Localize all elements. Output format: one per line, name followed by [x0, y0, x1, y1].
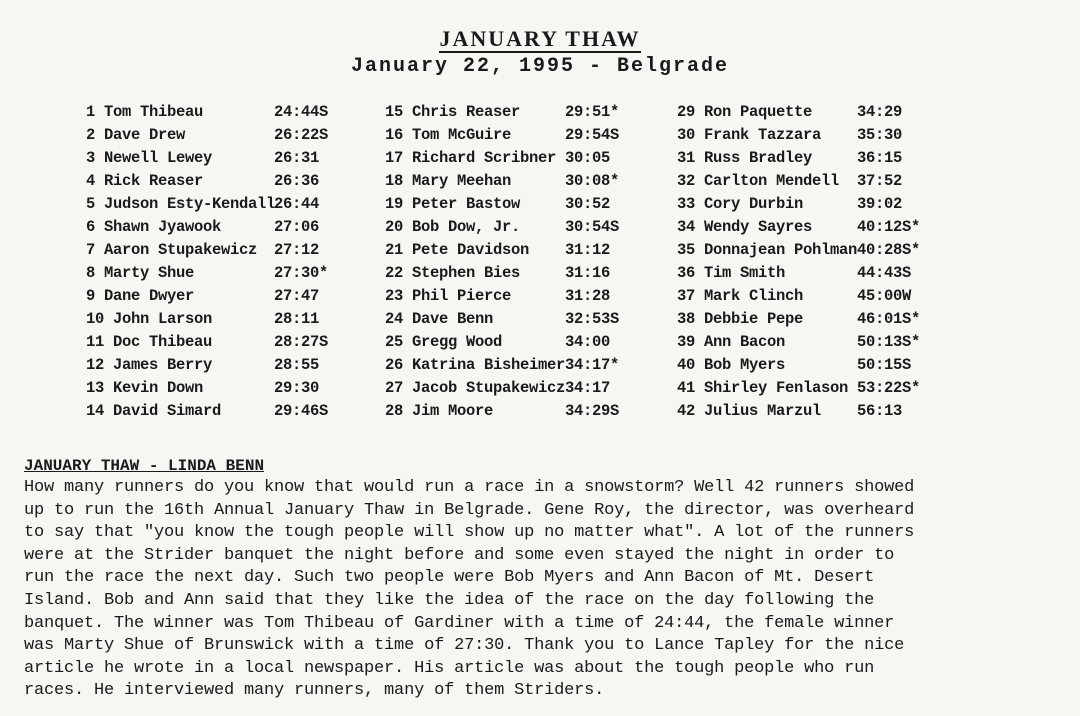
runner-time: 32:53S [565, 310, 620, 328]
runner-place-name: 30 Frank Tazzara [677, 126, 822, 144]
runner-place-name: 4 Rick Reaser [86, 172, 204, 190]
result-row [677, 262, 997, 285]
article-title: JANUARY THAW - LINDA BENN [24, 457, 265, 475]
runner-place-name: 22 Stephen Bies [385, 264, 521, 282]
result-row [677, 285, 997, 308]
runner-place-name: 35 Donnajean Pohlman [677, 241, 858, 259]
runner-time: 40:12S* [857, 218, 921, 236]
runner-place-name: 34 Wendy Sayres [677, 218, 813, 236]
runner-place-name: 2 Dave Drew [86, 126, 186, 144]
result-row [677, 400, 997, 423]
result-row [86, 124, 406, 147]
result-row [385, 193, 705, 216]
result-row [86, 400, 406, 423]
runner-time: 31:12 [565, 241, 611, 259]
result-row [86, 331, 406, 354]
runner-place-name: 7 Aaron Stupakewicz [86, 241, 258, 259]
runner-time: 45:00W [857, 287, 912, 305]
runner-time: 26:31 [274, 149, 320, 167]
runner-time: 28:11 [274, 310, 320, 328]
runner-time: 30:05 [565, 149, 611, 167]
runner-place-name: 28 Jim Moore [385, 402, 494, 420]
runner-place-name: 40 Bob Myers [677, 356, 786, 374]
runner-place-name: 24 Dave Benn [385, 310, 494, 328]
result-row [385, 101, 705, 124]
result-row [385, 124, 705, 147]
article [24, 455, 1069, 703]
runner-time: 34:17* [565, 356, 620, 374]
result-row [385, 216, 705, 239]
runner-place-name: 6 Shawn Jyawook [86, 218, 222, 236]
runner-place-name: 9 Dane Dwyer [86, 287, 195, 305]
result-row [86, 193, 406, 216]
runner-time: 34:17 [565, 379, 611, 397]
runner-place-name: 13 Kevin Down [86, 379, 204, 397]
runner-time: 26:44 [274, 195, 320, 213]
result-row [86, 216, 406, 239]
result-row [385, 170, 705, 193]
runner-place-name: 15 Chris Reaser [385, 103, 521, 121]
runner-time: 27:12 [274, 241, 320, 259]
runner-place-name: 8 Marty Shue [86, 264, 195, 282]
result-row [86, 262, 406, 285]
runner-place-name: 1 Tom Thibeau [86, 103, 204, 121]
result-row [677, 308, 997, 331]
result-row [86, 354, 406, 377]
runner-time: 28:27S [274, 333, 329, 351]
results-column-2 [385, 101, 705, 423]
result-row [86, 377, 406, 400]
runner-place-name: 25 Gregg Wood [385, 333, 503, 351]
result-row [677, 216, 997, 239]
runner-place-name: 31 Russ Bradley [677, 149, 813, 167]
runner-time: 40:28S* [857, 241, 921, 259]
results-column-3 [677, 101, 997, 423]
runner-place-name: 16 Tom McGuire [385, 126, 512, 144]
result-row [677, 354, 997, 377]
result-row [677, 147, 997, 170]
result-row [86, 239, 406, 262]
runner-time: 31:16 [565, 264, 611, 282]
runner-place-name: 19 Peter Bastow [385, 195, 521, 213]
runner-place-name: 3 Newell Lewey [86, 149, 213, 167]
result-row [385, 377, 705, 400]
result-row [86, 285, 406, 308]
runner-time: 28:55 [274, 356, 320, 374]
runner-place-name: 20 Bob Dow, Jr. [385, 218, 521, 236]
runner-time: 29:51* [565, 103, 620, 121]
runner-time: 46:01S* [857, 310, 921, 328]
page-subtitle: January 22, 1995 - Belgrade [350, 55, 730, 78]
runner-place-name: 17 Richard Scribner [385, 149, 557, 167]
result-row [86, 170, 406, 193]
article-body: How many runners do you know that would run a race in a snowstorm? Well 42 runners showed up to run the 16th Annual January Thaw in Belgrade. Gene Roy, the director, was overheard to say that "you know the tough people will show up no matter what". A lot of the runners were at the Strider banquet the night before and some even stayed the night in order to run the race the next day. Such two people were Bob Myers and Ann Bacon of Mt. Desert Island. Bob and Ann said that they like the idea of the race on the day following the banquet. The winner was Tom Thibeau of Gardiner with a time of 24:44, the female winner was Marty Shue of Brunswick with a time of 27:30. Thank you to Lance Tapley for the nice article he wrote in a local newspaper. His article was about the tough people who run races. He interviewed many runners, many of them Striders. [24, 478, 915, 701]
result-row [385, 239, 705, 262]
runner-time: 30:54S [565, 218, 620, 236]
results-column-1 [86, 101, 406, 423]
page-title: JANUARY THAW [439, 26, 641, 51]
runner-place-name: 39 Ann Bacon [677, 333, 786, 351]
runner-time: 29:30 [274, 379, 320, 397]
runner-time: 26:36 [274, 172, 320, 190]
runner-place-name: 26 Katrina Bisheimer [385, 356, 566, 374]
runner-time: 26:22S [274, 126, 329, 144]
result-row [86, 147, 406, 170]
runner-time: 35:30 [857, 126, 903, 144]
result-row [677, 377, 997, 400]
runner-time: 34:29S [565, 402, 620, 420]
runner-place-name: 36 Tim Smith [677, 264, 786, 282]
result-row [86, 101, 406, 124]
runner-place-name: 12 James Berry [86, 356, 213, 374]
runner-place-name: 10 John Larson [86, 310, 213, 328]
runner-place-name: 41 Shirley Fenlason [677, 379, 849, 397]
runner-time: 27:06 [274, 218, 320, 236]
runner-place-name: 33 Cory Durbin [677, 195, 804, 213]
result-row [385, 147, 705, 170]
runner-time: 39:02 [857, 195, 903, 213]
result-row [677, 331, 997, 354]
runner-time: 37:52 [857, 172, 903, 190]
result-row [86, 308, 406, 331]
runner-time: 30:52 [565, 195, 611, 213]
result-row [385, 262, 705, 285]
result-row [385, 354, 705, 377]
result-row [677, 170, 997, 193]
result-row [677, 239, 997, 262]
runner-time: 29:54S [565, 126, 620, 144]
result-row [385, 331, 705, 354]
page-header [0, 28, 1080, 78]
runner-time: 27:47 [274, 287, 320, 305]
runner-place-name: 23 Phil Pierce [385, 287, 512, 305]
runner-time: 36:15 [857, 149, 903, 167]
runner-place-name: 27 Jacob Stupakewicz [385, 379, 566, 397]
runner-time: 30:08* [565, 172, 620, 190]
runner-place-name: 32 Carlton Mendell [677, 172, 840, 190]
runner-time: 27:30* [274, 264, 329, 282]
runner-place-name: 38 Debbie Pepe [677, 310, 804, 328]
runner-place-name: 18 Mary Meehan [385, 172, 512, 190]
runner-time: 50:15S [857, 356, 912, 374]
runner-time: 53:22S* [857, 379, 921, 397]
result-row [677, 124, 997, 147]
runner-place-name: 11 Doc Thibeau [86, 333, 213, 351]
runner-place-name: 5 Judson Esty-Kendall [86, 195, 276, 213]
runner-time: 24:44S [274, 103, 329, 121]
result-row [385, 308, 705, 331]
runner-time: 34:29 [857, 103, 903, 121]
runner-time: 50:13S* [857, 333, 921, 351]
runner-place-name: 42 Julius Marzul [677, 402, 822, 420]
result-row [677, 193, 997, 216]
runner-time: 34:00 [565, 333, 611, 351]
runner-time: 31:28 [565, 287, 611, 305]
runner-place-name: 14 David Simard [86, 402, 222, 420]
runner-place-name: 29 Ron Paquette [677, 103, 813, 121]
runner-time: 44:43S [857, 264, 912, 282]
result-row [385, 285, 705, 308]
runner-place-name: 37 Mark Clinch [677, 287, 804, 305]
runner-time: 56:13 [857, 402, 903, 420]
result-row [677, 101, 997, 124]
result-row [385, 400, 705, 423]
runner-time: 29:46S [274, 402, 329, 420]
runner-place-name: 21 Pete Davidson [385, 241, 530, 259]
